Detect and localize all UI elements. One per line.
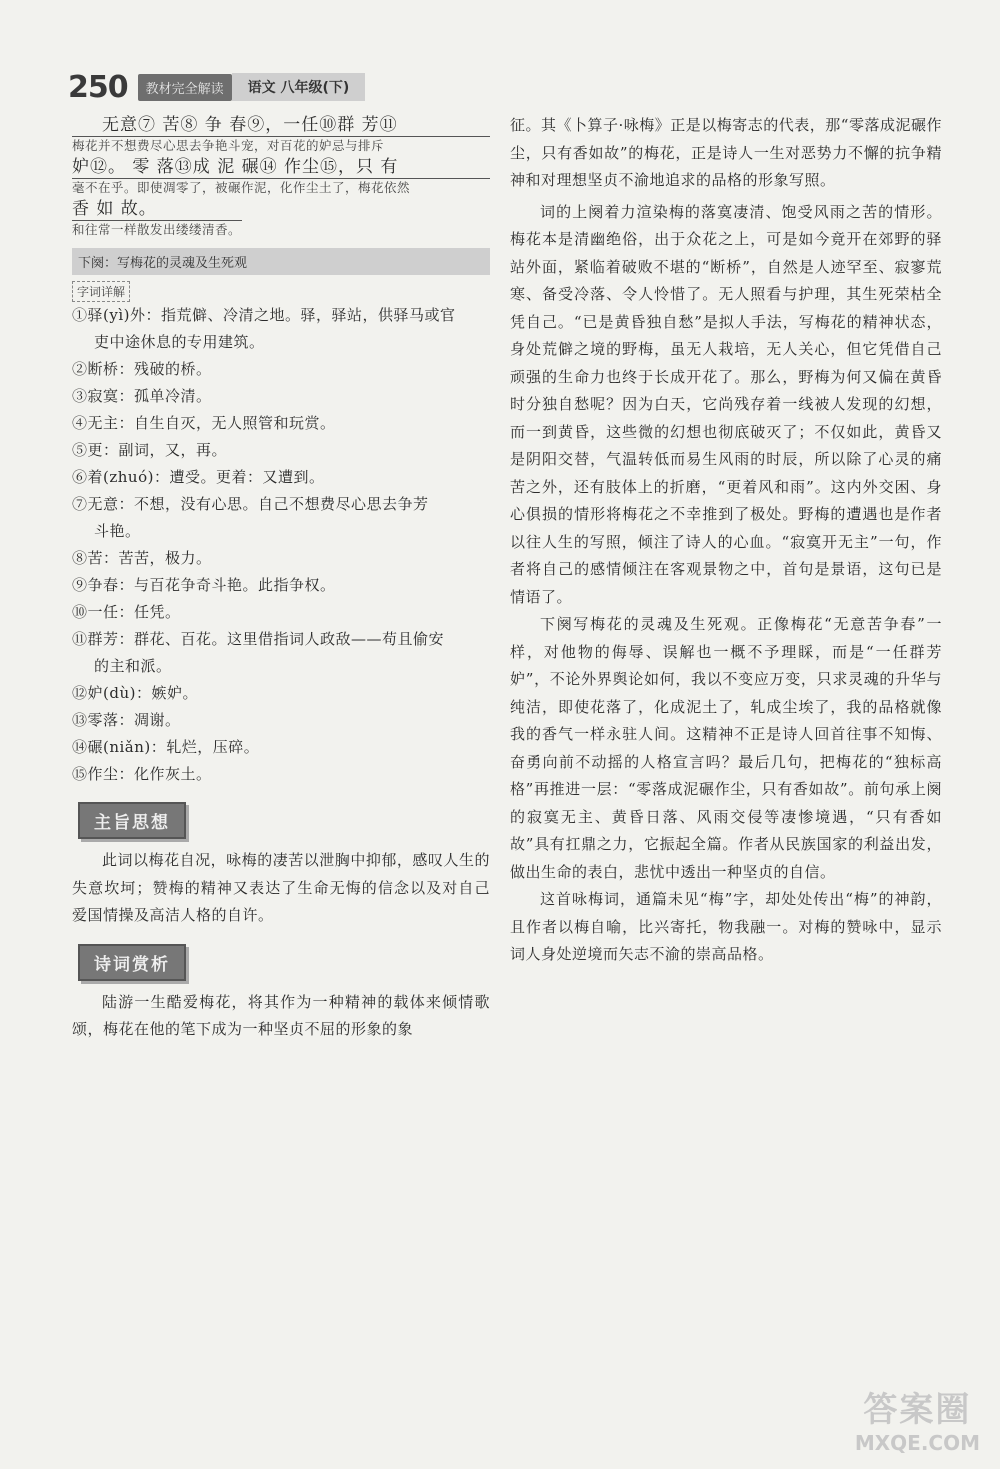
glossary-item: ⑫妒(dù)：嫉妒。	[72, 684, 198, 702]
glossary-list	[72, 302, 490, 788]
series-badge: 教材完全解读	[138, 74, 232, 101]
subject-label: 语文 八年级(下)	[232, 73, 366, 101]
glossary-item: ⑦无意：不想，没有心思。自己不想费尽心思去争芳 斗艳。	[72, 495, 429, 540]
glossary-item: ⑤更：副词，又，再。	[72, 441, 228, 459]
left-column	[72, 112, 490, 1044]
page-number: 250	[68, 69, 128, 105]
section-bar-lower-stanza: 下阕：写梅花的灵魂及生死观	[72, 248, 490, 275]
glossary-item: ⑥着(zhuó)：遭受。更着：又遭到。	[72, 468, 325, 486]
glossary-item: ⑧苦：苦苦，极力。	[72, 549, 212, 567]
glossary-item: ⑮作尘：化作灰土。	[72, 765, 212, 783]
appreciation-paragraph-1: 陆游一生酷爱梅花，将其作为一种精神的载体来倾情歌颂，梅花在他的笔下成为一种坚贞不屈的形象的象	[72, 992, 490, 1038]
appreciation-heading: 诗词赏析	[78, 944, 186, 981]
poem-line-1: 无意⑦ 苦⑧ 争 春⑨，一任⑩群 芳⑪	[72, 114, 490, 137]
poem-line-3: 香 如 故。	[72, 198, 242, 221]
watermark-logo: 答案圈 MXQE.COM	[854, 1390, 980, 1455]
poem-line-2: 妒⑫。 零 落⑬成 泥 碾⑭ 作尘⑮，只 有	[72, 156, 490, 179]
theme-paragraph: 此词以梅花自况，咏梅的凄苦以泄胸中抑郁，感叹人生的失意坎坷；赞梅的精神又表达了生命无悔的信念以及对自己爱国情操及高洁人格的自许。	[72, 851, 490, 924]
theme-heading: 主旨思想	[78, 802, 186, 839]
poem-note-2: 毫不在乎。即使凋零了，被碾作泥，化作尘土了，梅花依然	[72, 180, 411, 195]
poem-note-1: 梅花并不想费尽心思去争艳斗宠，对百花的妒忌与排斥	[72, 138, 385, 153]
appreciation-paragraph-3: 下阕写梅花的灵魂及生死观。正像梅花“无意苦争春”一样，对他物的侮辱、误解也一概不予理睬，而是“一任群芳妒”，不论外界舆论如何，我以不变应万变，只求灵魂的升华与纯洁，即使花落了，化成泥土了，轧成尘埃了，我的品格就像我的香气一样永驻人间。这精神不正是诗人回首往事不知悔、奋勇向前不动摇的人格宣言吗？最后几句，把梅花的“独标高格”再推进一层：“零落成泥碾作尘，只有香如故”。前句承上阕的寂寞无主、黄昏日落、风雨交侵等凄惨境遇，“只有香如故”具有扛鼎之力，它振起全篇。作者从民族国家的利益出发，做出生命的表白，悲忧中透出一种坚贞的自信。	[510, 615, 942, 881]
word-explain-tag: 字词详解	[72, 281, 130, 302]
glossary-item: ⑪群芳：群花、百花。这里借指词人政敌——苟且偷安 的主和派。	[72, 630, 445, 675]
glossary-item: ②断桥：残破的桥。	[72, 360, 212, 378]
appreciation-paragraph-1-continued: 征。其《卜算子·咏梅》正是以梅寄志的代表，那“零落成泥碾作尘，只有香如故”的梅花，正是诗人一生对恶势力不懈的抗争精神和对理想坚贞不渝地追求的品格的形象写照。	[510, 116, 942, 189]
glossary-item: ③寂寞：孤单冷清。	[72, 387, 212, 405]
poem-note-3: 和往常一样散发出缕缕清香。	[72, 222, 242, 237]
glossary-item: ⑨争春：与百花争奇斗艳。此指争权。	[72, 576, 336, 594]
glossary-item: ⑭碾(niǎn)：轧烂，压碎。	[72, 738, 260, 756]
appreciation-paragraph-2: 词的上阕着力渲染梅的落寞凄清、饱受风雨之苦的情形。梅花本是清幽绝俗，出于众花之上，可是如今竟开在郊野的驿站外面，紧临着破败不堪的“断桥”，自然是人迹罕至、寂寥荒寒、备受冷落、令人怜惜了。无人照看与护理，其生死荣枯全凭自己。“已是黄昏独自愁”是拟人手法，写梅花的精神状态，身处荒僻之境的野梅，虽无人栽培，无人关心，但它凭借自己顽强的生命力也终于长成开花了。那么，野梅为何又偏在黄昏时分独自愁呢？因为白天，它尚残存着一线被人发现的幻想，而一到黄昏，这些微的幻想也彻底破灭了；不仅如此，黄昏又是阴阳交替，气温转低而易生风雨的时辰，所以除了心灵的痛苦之外，还有肢体上的折磨，“更着风和雨”。这内外交困、身心俱损的情形将梅花之不幸推到了极处。野梅的遭遇也是作者以往人生的写照，倾注了诗人的心血。“寂寞开无主”一句，作者将自己的感情倾注在客观景物之中，首句是景语，这句已是情语了。	[510, 202, 942, 606]
appreciation-paragraph-4: 这首咏梅词，通篇未见“梅”字，却处处传出“梅”的神韵，且作者以梅自喻，比兴寄托，物我融一。对梅的赞咏中，显示词人身处逆境而矢志不渝的崇高品格。	[510, 890, 942, 963]
right-column	[510, 112, 942, 969]
glossary-item: ①驿(yì)外：指荒僻、冷清之地。驿，驿站，供驿马或官 吏中途休息的专用建筑。	[72, 306, 456, 351]
page-header	[68, 70, 365, 104]
glossary-item: ⑬零落：凋谢。	[72, 711, 181, 729]
glossary-item: ⑩一任：任凭。	[72, 603, 181, 621]
glossary-item: ④无主：自生自灭，无人照管和玩赏。	[72, 414, 336, 432]
